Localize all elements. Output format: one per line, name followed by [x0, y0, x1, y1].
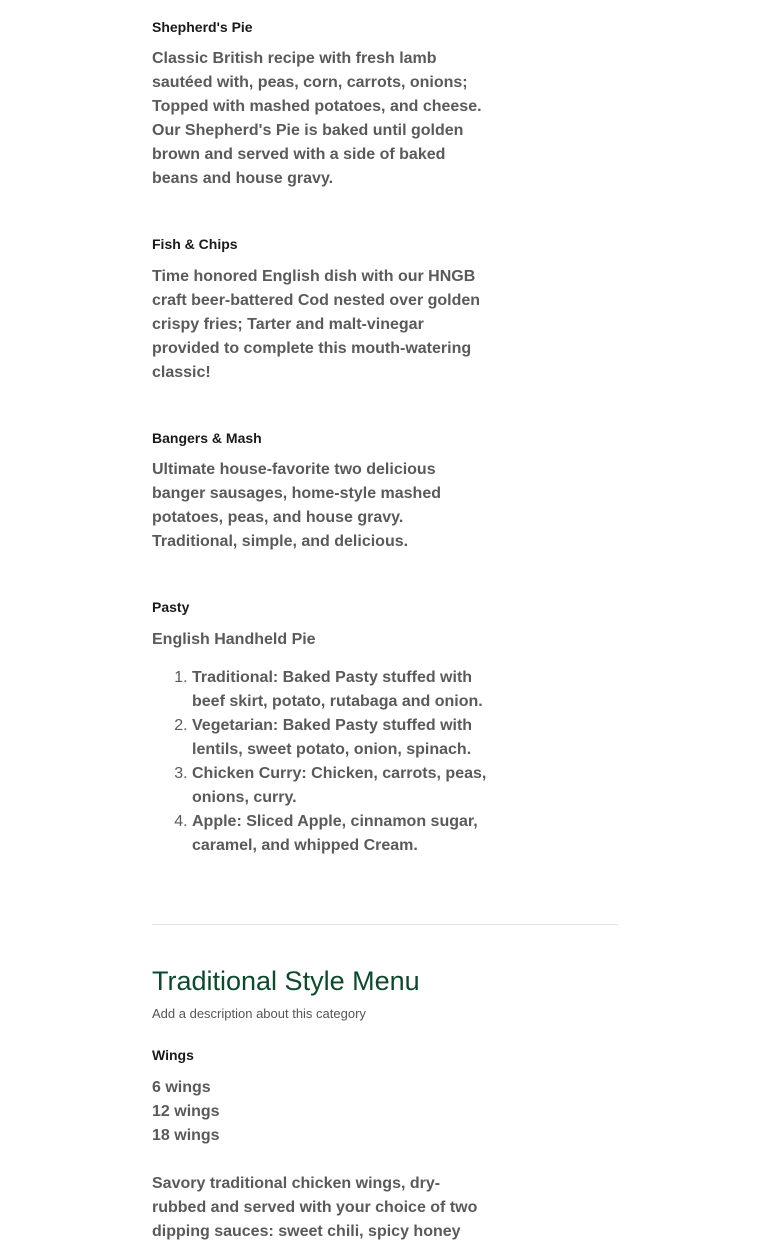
item-description: Time honored English dish with our HNGB craft beer-battered Cod nested over golden crispy fries; Tarter and malt-vinegar provided to complete this mouth-watering classic!: [152, 268, 481, 381]
menu-item-shepherds-pie: [152, 19, 492, 191]
item-name: Shepherd's Pie: [152, 19, 253, 35]
menu-item-fish-and-chips: [152, 236, 492, 385]
category-description: Add a description about this category: [152, 1006, 366, 1021]
menu-item-pasty: [152, 599, 512, 858]
wings-size: 6 wings: [152, 1079, 211, 1096]
item-name: Bangers & Mash: [152, 430, 262, 446]
item-name: Pasty: [152, 599, 190, 615]
item-description: English Handheld Pie: [152, 631, 316, 648]
category-title: Traditional Style Menu: [152, 966, 420, 996]
menu-item-wings: [152, 1047, 492, 1244]
item-name: Wings: [152, 1047, 194, 1063]
wings-sizes: [152, 1076, 492, 1148]
item-name: Fish & Chips: [152, 236, 238, 252]
wings-size: 18 wings: [152, 1127, 220, 1144]
wings-size: 12 wings: [152, 1103, 220, 1120]
item-description: Classic British recipe with fresh lamb sautéed with, peas, corn, carrots, onions; Topped with mashed potatoes, and cheese. Our Shepherd's Pie is baked until golden brown and served with a side of baked beans and house gravy.: [152, 50, 482, 187]
list-item: 1. Traditional: Baked Pasty stuffed with beef skirt, potato, rutabaga and onion.: [192, 666, 492, 714]
pasty-options-list: [152, 666, 492, 858]
list-item: 3. Chicken Curry: Chicken, carrots, peas, onions, curry.: [192, 762, 492, 810]
menu-item-bangers-and-mash: [152, 430, 492, 554]
item-description: Ultimate house-favorite two delicious banger sausages, home-style mashed potatoes, peas, and house gravy. Traditional, simple, and delicious.: [152, 461, 441, 550]
item-description: Savory traditional chicken wings, dry-rubbed and served with your choice of two dipping sauces: sweet chili, spicy honey: [152, 1175, 478, 1240]
list-item: 4. Apple: Sliced Apple, cinnamon sugar, caramel, and whipped Cream.: [192, 810, 492, 858]
list-item: 2. Vegetarian: Baked Pasty stuffed with lentils, sweet potato, onion, spinach.: [192, 714, 492, 762]
section-divider: [152, 924, 618, 925]
